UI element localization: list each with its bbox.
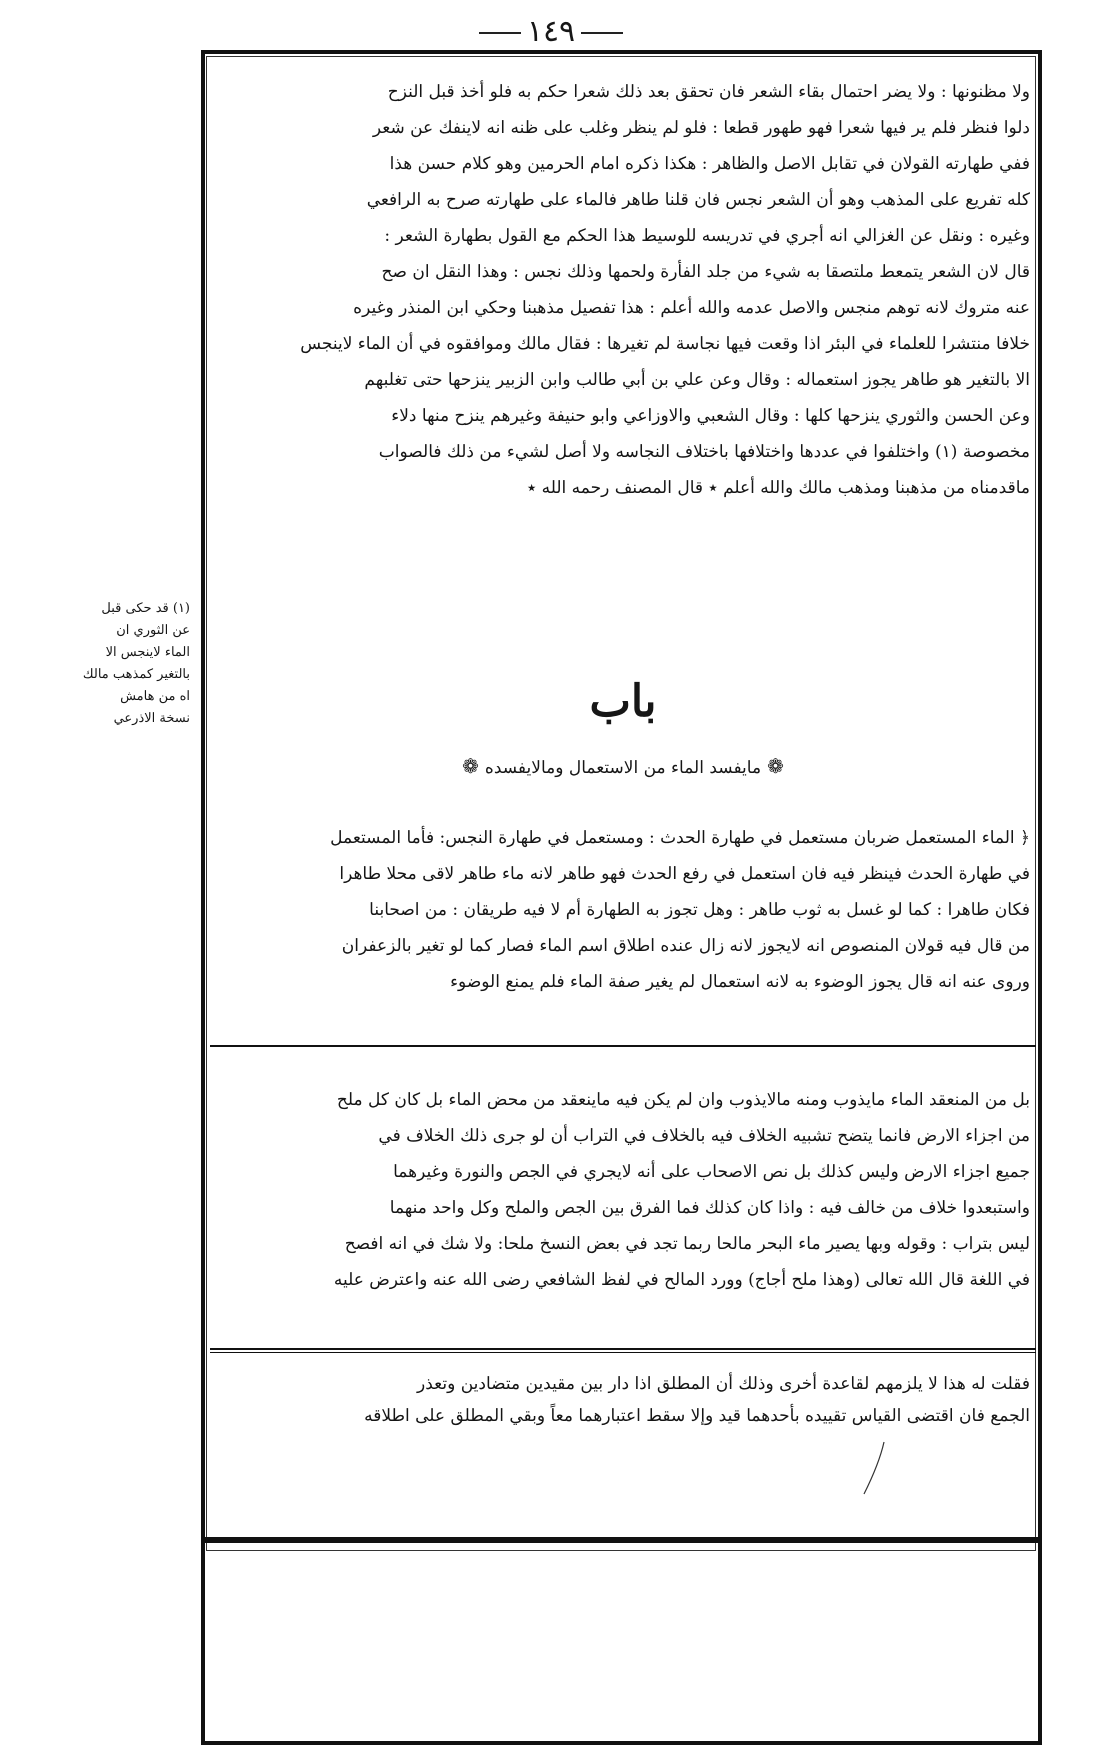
main-text-line: عنه متروك لانه توهم منجس والاصل عدمه والله أعلم : هذا تفصيل مذهبنا وحكي ابن المنذر وغيره	[353, 298, 1030, 318]
divider-rule	[210, 1045, 1036, 1047]
main-text-line: كله تفريع على المذهب وهو أن الشعر نجس فان قلنا طاهر فالماء على طهارته صرح به الرافعي	[366, 190, 1030, 210]
section-text	[230, 820, 1030, 1000]
page-number	[0, 14, 1102, 49]
main-text-line: ولا مظنونها : ولا يضر احتمال بقاء الشعر فان تحقق بعد ذلك شعرا حكم به فلو أخذ قبل النزح	[387, 82, 1030, 102]
margin-footnote-line: اه من هامش	[120, 689, 190, 704]
commentary-text-line: من اجزاء الارض فانما يتضح تشبيه الخلاف فيه بالخلاف في التراب أن لو جرى ذلك الخلاف في	[378, 1126, 1030, 1146]
ornament-icon: ❁	[767, 754, 784, 778]
secondary-commentary-line: الجمع فان اقتضى القياس تقييده بأحدهما قيد وإلا سقط اعتبارهما معاً وبقي المطلق على اطلاقه	[364, 1406, 1030, 1426]
main-text-line: دلوا فنظر فلم ير فيها شعرا فهو طهور قطعا : فلو لم ينظر وغلب على ظنه انه لاينفك عن شعر	[372, 118, 1030, 138]
chapter-heading: باب	[589, 676, 657, 727]
page-frame-bottom-bar	[205, 1537, 1042, 1543]
section-text-line: وروى عنه انه قال يجوز الوضوء به لانه استعمال لم يغير صفة الماء فلم يمنع الوضوء	[450, 972, 1030, 992]
main-text-line: ففي طهارته القولان في تقابل الاصل والظاهر : هكذا ذكره امام الحرمين وهو كلام حسن هذا	[389, 154, 1030, 174]
main-text-line: وغيره : ونقل عن الغزالي انه أجري في تدريسه للوسيط هذا الحكم مع القول بطهارة الشعر :	[384, 226, 1030, 246]
section-text-line: من قال فيه قولان المنصوص انه لايجوز لانه زال عنده اطلاق اسم الماء فصار كما لو تغير بالزعفران	[341, 936, 1030, 956]
main-text-line: خلافا منتشرا للعلماء في البئر اذا وقعت فيها نجاسة لم تغيرها : فقال مالك وموافقوه في أن الماء لاينجس	[300, 334, 1030, 354]
chapter-subheading-text: مايفسد الماء من الاستعمال ومالايفسده	[484, 758, 762, 778]
secondary-commentary-line: فقلت له هذا لا يلزمهم لقاعدة أخرى وذلك أن المطلق اذا دار بين مقيدين متضادين وتعذر	[417, 1374, 1030, 1394]
margin-footnote-line: الماء لاينجس الا	[105, 645, 190, 660]
commentary-text-line: واستبعدوا خلاف من خالف فيه : واذا كان كذلك فما الفرق بين الجص والملح وكل واحد منهما	[389, 1198, 1030, 1218]
main-text-line: قال لان الشعر يتمعط ملتصقا به شيء من جلد الفأرة ولحمها وذلك نجس : وهذا النقل ان صح	[381, 262, 1030, 282]
margin-footnote-line: (١) قد حكى قبل	[101, 601, 190, 616]
section-text-line: في طهارة الحدث فينظر فيه فان استعمل في رفع الحدث فهو طاهر لانه ماء طاهر لاقى محلا طاهرا	[339, 864, 1030, 884]
page-number-dash-left	[479, 32, 521, 34]
margin-footnote-line: بالتغير كمذهب مالك	[82, 667, 190, 682]
main-text-line: ماقدمناه من مذهبنا ومذهب مالك والله أعلم ٭ قال المصنف رحمه الله ٭	[526, 478, 1030, 498]
margin-footnote	[40, 598, 190, 730]
section-text-line: ﴿ الماء المستعمل ضربان مستعمل في طهارة الحدث : ومستعمل في طهارة النجس: فأما المستعمل	[330, 828, 1030, 848]
margin-footnote-line: نسخة الاذرعي	[113, 711, 190, 726]
divider-rule	[210, 1348, 1036, 1350]
page-number-dash-right	[581, 32, 623, 34]
commentary-text-line: بل من المنعقد الماء مايذوب ومنه مالايذوب وان لم يكن فيه ماينعقد من محض الماء بل كان كل ملح	[336, 1090, 1030, 1110]
pen-stroke-mark	[860, 1440, 890, 1500]
commentary-text-line: جميع اجزاء الارض وليس كذلك بل نص الاصحاب على أنه لايجري في الجص والنورة وغيرهما	[393, 1162, 1030, 1182]
commentary-text-line: في اللغة قال الله تعالى (وهذا ملح أجاج) وورد المالح في لفظ الشافعي رضى الله عنه واعترض عليه	[333, 1270, 1030, 1290]
commentary-text	[230, 1082, 1030, 1298]
secondary-commentary-text	[230, 1368, 1030, 1432]
page-number-text: ١٤٩	[526, 14, 576, 49]
chapter-subheading	[210, 754, 1036, 778]
ornament-icon: ❁	[462, 754, 479, 778]
main-text-line: الا بالتغير هو طاهر يجوز استعماله : وقال وعن علي بن أبي طالب وابن الزبير ينزحها حتى تغلبهم	[364, 370, 1030, 390]
divider-rule	[210, 1352, 1036, 1353]
margin-footnote-line: عن الثوري ان	[116, 623, 190, 638]
main-text-line: مخصوصة (١) واختلفوا في عددها واختلافها باختلاف النجاسه ولا أصل لشيء من ذلك فالصواب	[378, 442, 1030, 462]
section-text-line: فكان طاهرا : كما لو غسل به ثوب طاهر : وهل تجوز به الطهارة أم لا فيه طريقان : من اصحابنا	[369, 900, 1030, 920]
main-text-line: وعن الحسن والثوري ينزحها كلها : وقال الشعبي والاوزاعي وابو حنيفة وغيرهم ينزح منها دلاء	[391, 406, 1030, 426]
main-text	[230, 74, 1030, 506]
commentary-text-line: ليس بتراب : وقوله وبها يصير ماء البحر مالحا ربما تجد في بعض النسخ ملحا: ولا شك في انه افصح	[344, 1234, 1030, 1254]
